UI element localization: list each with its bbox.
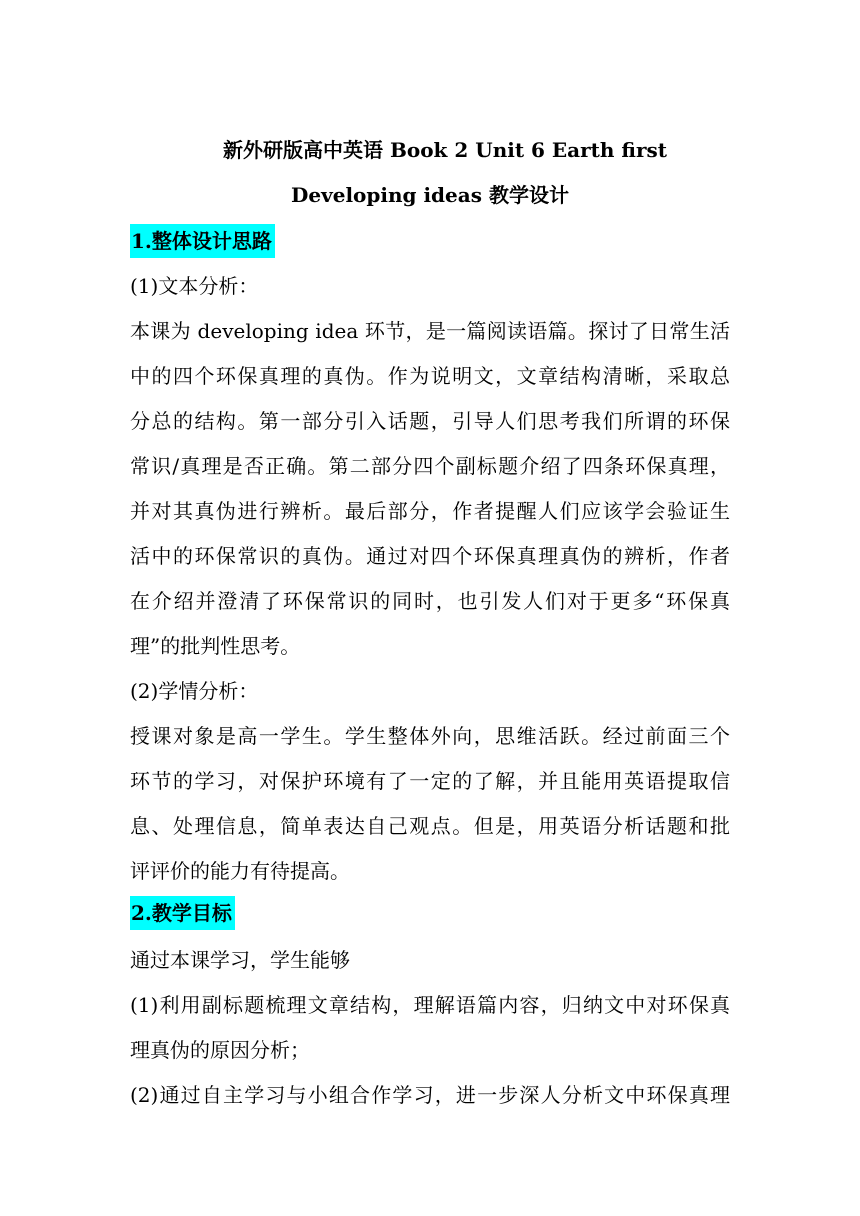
paragraph-line: 本课为 developing idea 环节，是一篇阅读语篇。探讨了日常生活	[130, 319, 730, 343]
text-analysis-label: (1)文本分析：	[130, 274, 259, 298]
paragraph-line: 评评价的能力有待提高。	[130, 859, 350, 883]
section1-heading: 1.整体设计思路	[130, 224, 275, 258]
goal-line: (2)通过自主学习与小组合作学习，进一步深人分析文中环保真理	[130, 1083, 730, 1107]
goal-line: (1)利用副标题梳理文章结构，理解语篇内容，归纳文中对环保真	[130, 993, 730, 1017]
goal-line: 理真伪的原因分析；	[130, 1038, 310, 1062]
paragraph-line: 息、处理信息，简单表达自己观点。但是，用英语分析话题和批	[130, 814, 730, 838]
paragraph-line: 环节的学习，对保护环境有了一定的了解，并且能用英语提取信	[130, 769, 730, 793]
document-title-line1: 新外研版高中英语 Book 2 Unit 6 Earth first	[223, 138, 667, 162]
paragraph-line: 分总的结构。第一部分引入话题，引导人们思考我们所谓的环保	[130, 409, 730, 433]
goals-intro: 通过本课学习，学生能够	[130, 948, 350, 972]
document-title-line2: Developing ideas 教学设计	[291, 183, 569, 207]
section2-heading: 2.教学目标	[130, 896, 235, 930]
paragraph-line: 在介绍并澄清了环保常识的同时，也引发人们对于更多“环保真	[130, 589, 730, 613]
paragraph-line: 并对其真伪进行辨析。最后部分，作者提醒人们应该学会验证生	[130, 499, 730, 523]
paragraph-line: 活中的环保常识的真伪。通过对四个环保真理真伪的辨析，作者	[130, 544, 730, 568]
paragraph-line: 授课对象是高一学生。学生整体外向，思维活跃。经过前面三个	[130, 724, 730, 748]
learner-analysis-label: (2)学情分析：	[130, 679, 259, 703]
paragraph-line: 常识/真理是否正确。第二部分四个副标题介绍了四条环保真理，	[130, 454, 730, 478]
paragraph-line: 中的四个环保真理的真伪。作为说明文，文章结构清晰，采取总	[130, 364, 730, 388]
paragraph-line: 理”的批判性思考。	[130, 634, 301, 658]
